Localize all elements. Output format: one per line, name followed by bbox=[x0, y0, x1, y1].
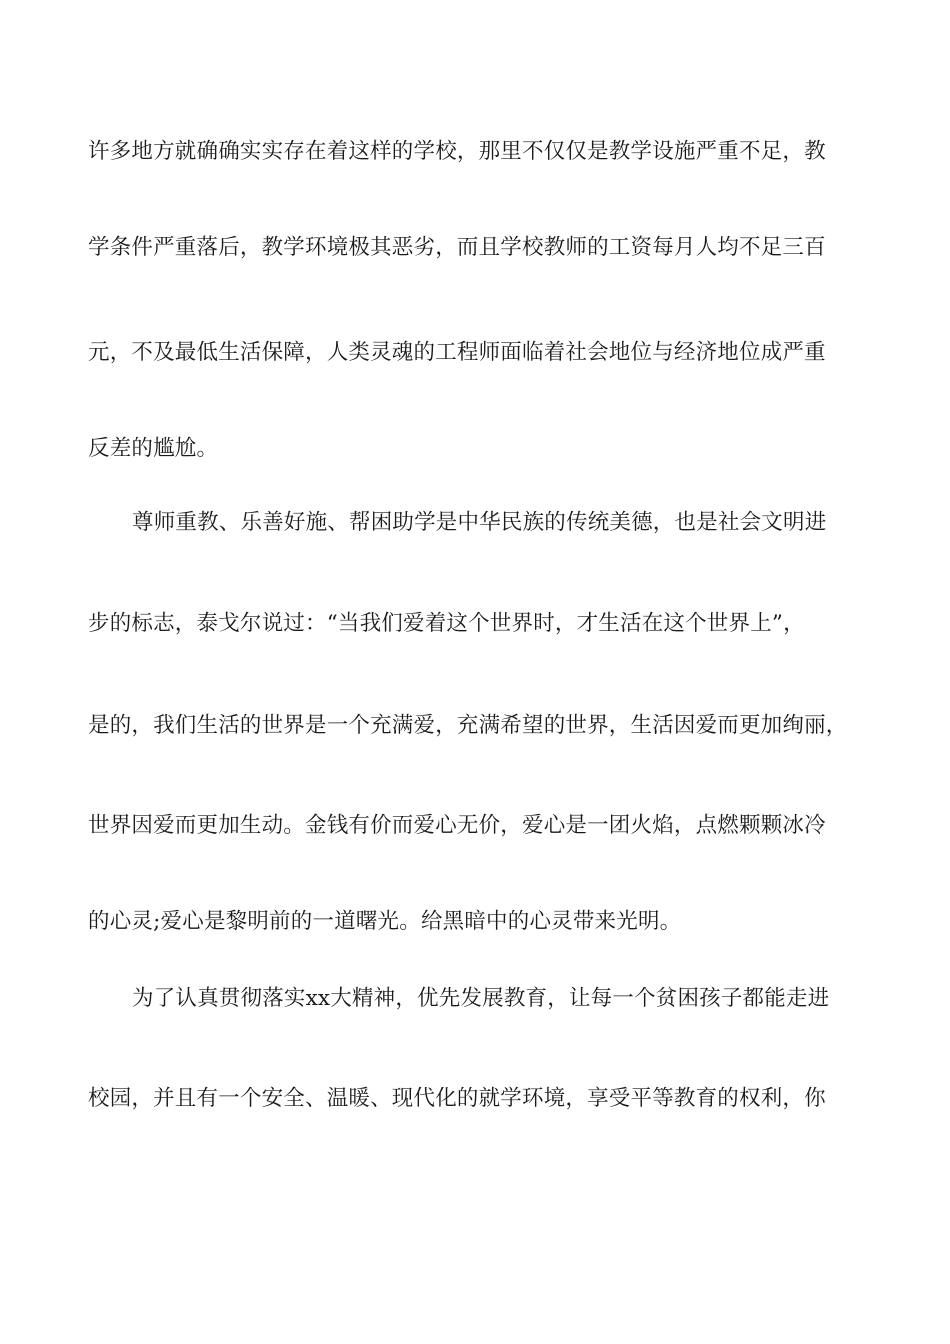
text-line: 许多地方就确确实实存在着这样的学校，那里不仅仅是教学设施严重不足，教 bbox=[88, 139, 826, 164]
text-line: 是的，我们生活的世界是一个充满爱，充满希望的世界，生活因爱而更加绚丽， bbox=[88, 713, 848, 738]
text-line: 步的标志，泰戈尔说过：“当我们爱着这个世界时，才生活在这个世界上”， bbox=[88, 611, 805, 636]
text-line: 反差的尴尬。 bbox=[88, 436, 219, 461]
text-line: 的心灵;爱心是黎明前的一道曙光。给黑暗中的心灵带来光明。 bbox=[88, 909, 682, 934]
text-line: 学条件严重落后，教学环境极其恶劣，而且学校教师的工资每月人均不足三百 bbox=[88, 235, 826, 260]
paragraph-first-line: 为了认真贯彻落实xx大精神，优先发展教育，让每一个贫困孩子都能走进 bbox=[132, 986, 830, 1011]
paragraph-first-line: 尊师重教、乐善好施、帮困助学是中华民族的传统美德，也是社会文明进 bbox=[132, 510, 827, 535]
text-line: 元，不及最低生活保障，人类灵魂的工程师面临着社会地位与经济地位成严重 bbox=[88, 340, 826, 365]
text-line: 世界因爱而更加生动。金钱有价而爱心无价，爱心是一团火焰，点燃颗颗冰冷 bbox=[88, 813, 826, 838]
text-line: 校园，并且有一个安全、温暖、现代化的就学环境，享受平等教育的权利，你 bbox=[88, 1086, 826, 1111]
